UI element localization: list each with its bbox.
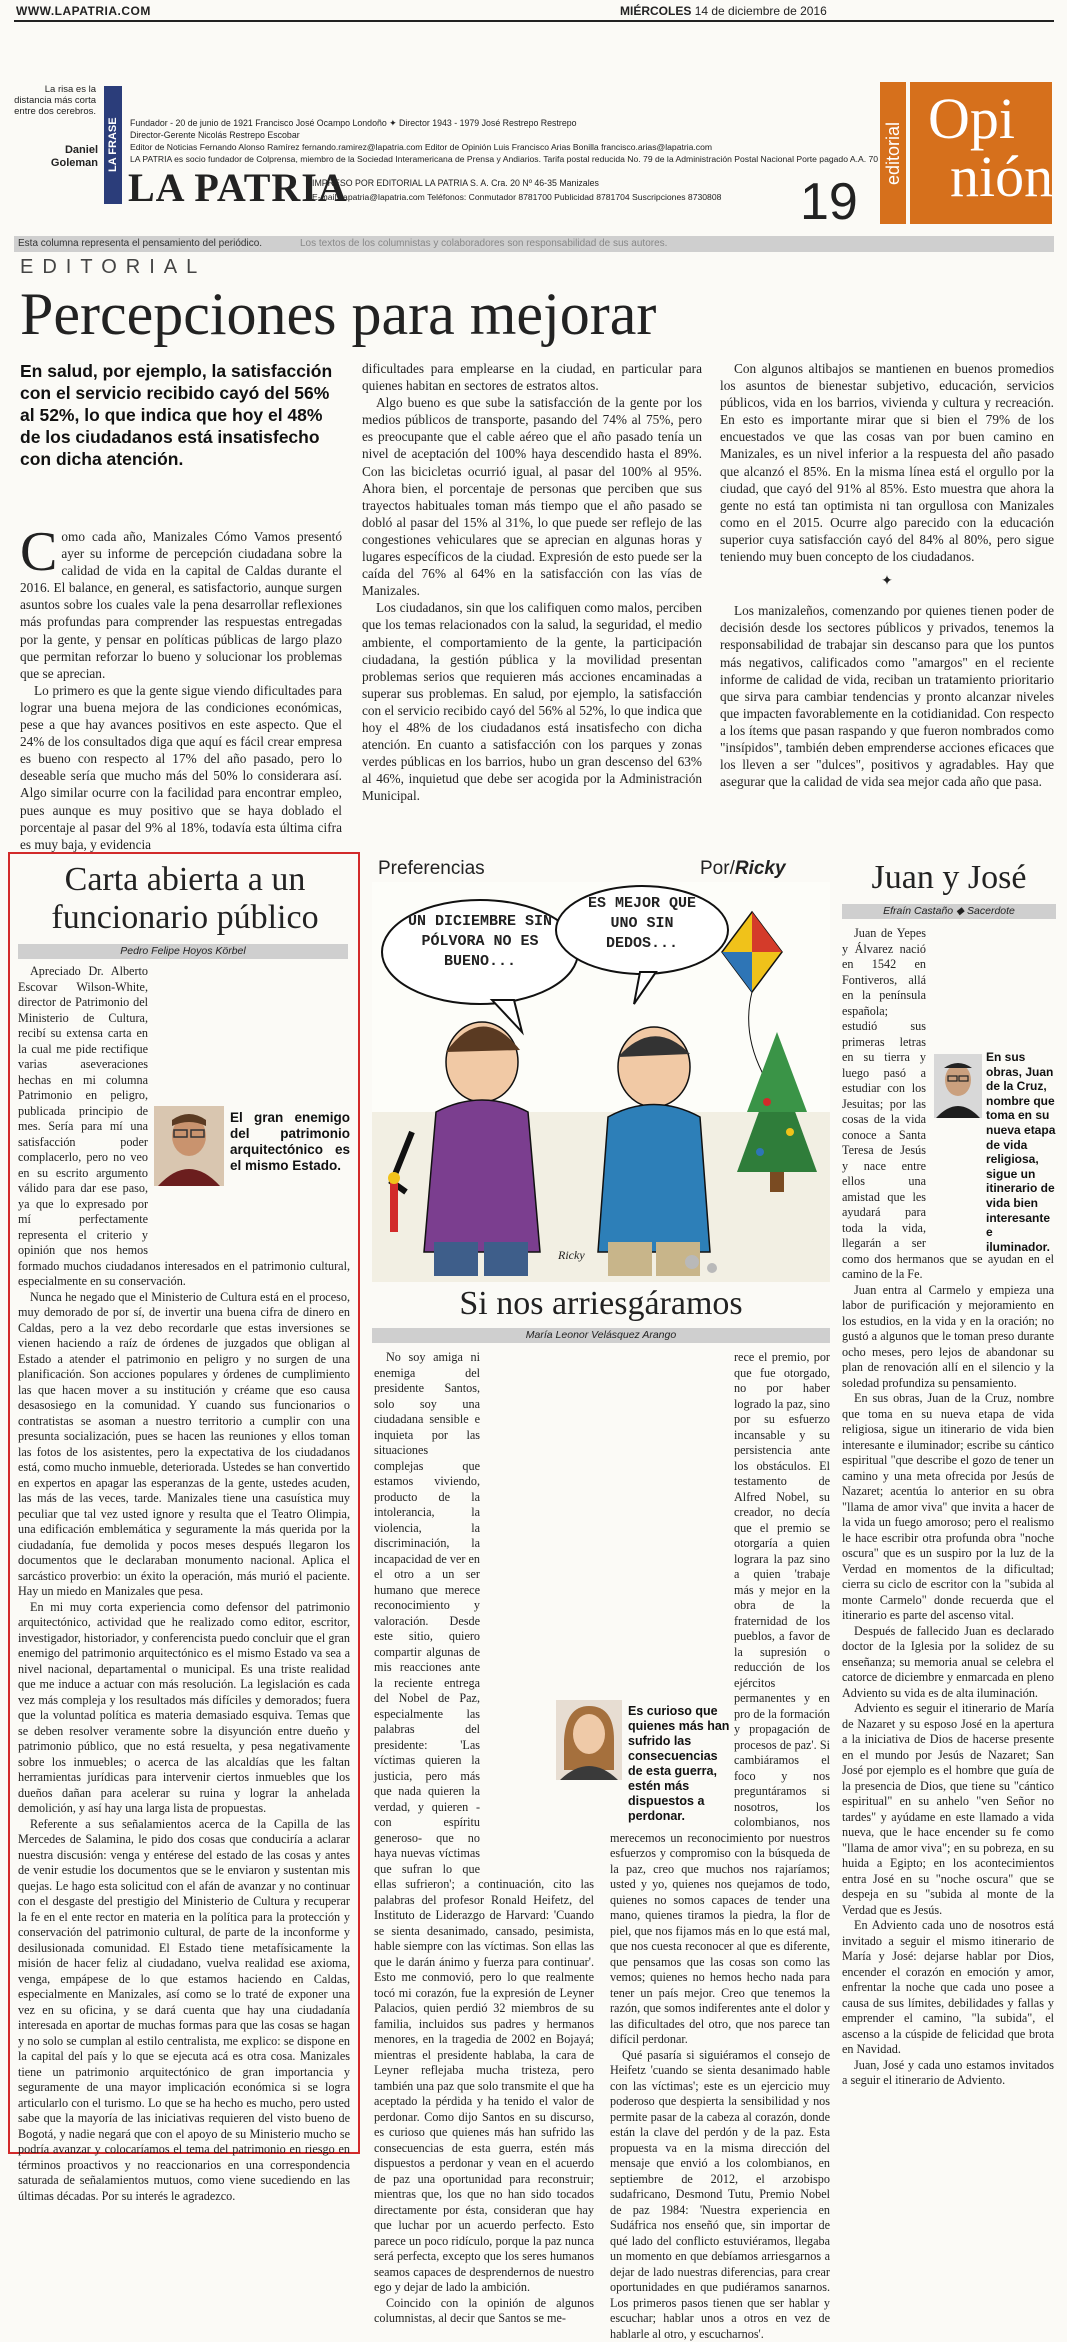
carta-p2: Nunca he negado que el Ministerio de Cultura está en el proceso, muy demorado de por sí, de invertir una buena cifra de dinero en Caldas, pero a la vez debo recordarle que estas inversiones se vienen haciendo a raíz de órdenes de juzgados que obligan al Estado a atender el patrimonio en peligro y no surgen de una planificación. Son acciones populares y órdenes de cumplimiento las que hacen mover a su institución y créame que eso causa desasosiego en la comunidad. Y cuando sus funcionarios o contratistas se asoman a nuestro territorio a cumplir con una presunta socialización, pues se hacen las reuniones y ellos toman las fotos de los asistentes, pero la expectativa de los ciudadanos está, como mucho inmueble, deteriorada. Ustedes se han convertido en expertos en apagar las esperanzas de la gente, ustedes acuden, las más de las veces, tarde. Manizales tiene una casuística muy peculiar que tal vez usted ignore y resulta que el Teatro Olimpia, una edificación emblemática y seguramente la más querida por la ciudadanía, fue demolida y pocos meses después llegaron los documentos que le declaraban monumento nacional. Aplica el sarcástico proverbio: un éxito la operación, más murió el paciente. Hay un miedo en Manizales que pesa. xyxy=(18,1290,350,1600)
cartoon-panel xyxy=(372,882,830,1282)
carta-p4: Referente a sus señalamientos acerca de la Capilla de las Mercedes de Salamina, le pido dos cosas que conduciría a aclarar nuestra discusión: venga y entérese del estado de las cosas y antes de venir estudie los documentos que se le enviaron y sustentan mis quejas. Le hago esta solicitud con el afán de avanzar y no continuar con el desgaste del prestigio del Ministerio de Cultura y recuperar la fe en el ente rector en materia en la política para la protección y conservación del patrimonio cultural, de parte de la inconforme y desilusionada comunidad. El Estado tiene metafísicamente la misión de hacer feliz al ciudadano, vuelva realidad ese axioma, venga, empápese de lo que estamos haciendo en Caldas, especialmente en Manizales, así como se lo traté de exponer una vez en su oficina, y se dará cuenta que hay una ciudadanía interesada en aportar de muchas formas para que las cosas se hagan y no solo se cumplan al estilo centralista, me explico: se dispone en la capital del país y lo que se ejecuta acá es otra cosa. Manizales tiene un patrimonio arquitectónico de gran importancia y seguramente de una mayor implicación económica si se logra articularlo con el turismo. Lo que se ha hecho es mucho, pero usted sabe que la mayoría de las iniciativas requieren del visto bueno de Bogotá, y nadie negará que con el apoyo de su Ministerio mucho se podría avanzar y colocaríamos el tema del patrimonio en riesgo en términos proactivos y no reaccionarios en una correspondencia saturada de señalamientos mutuos, como viene sucediendo en las últimas décadas. Por su interés le agradezco. xyxy=(18,1817,350,2205)
cartoon-signature: Ricky xyxy=(558,1248,585,1263)
carta-photo-block xyxy=(154,1106,350,1252)
juan-p1: Juan de Yepes y Álvarez nació en 1542 en Fontiveros, allá en la península española; estudió sus primeras letras en su tierra y luego pasó a estudiar con los Jesuitas; por las cosas de la vida conoce a Santa Teresa de Jesús y nace entre ellos una amistad que les ayudará para toda la vida, llegarán a ser como dos hermanos que se ayudan en el camino de la Fe. xyxy=(842,926,1054,1283)
site-url[interactable]: WWW.LAPATRIA.COM xyxy=(16,4,151,18)
disclaimer-right: Los textos de los columnistas y colaboradores son responsabilidad de sus autores. xyxy=(300,238,667,249)
editorial-p2: Lo primero es que la gente sigue viendo dificultades para lograr una buena mejora de las condiciones económicas, pese a que hay avances positivos en este aspecto. Que el 24% de los consultados diga que aquí es fácil crear empresa es bueno con respecto al 17% del año pasado, pero lo deseable sería que mucho más del 50% lo considerara así. Algo similar ocurre con la facilidad para encontrar empleo, pues aunque es muy positivo que se haya doblado el porcentaje al pasar del 9% al 18%, todavía esta última cifra es muy baja, y evidencia xyxy=(20,682,342,853)
juan-p6: En Adviento cada uno de nosotros está invitado a seguir el mismo itinerario de María y José: dejarse hablar por Dios, encender el corazón en emoción y amor, enfrentar la noche que cada uno posee a causa de sus límites, debilidades y fallas y emprender el camino, "la subida", el ascenso a la cúspide de felicidad que brota en Navidad. xyxy=(842,1918,1054,2058)
editorial-p7: Los manizaleños, comenzando por quienes tienen poder de decisión desde los sectores públicos y privados, tenemos la responsabilidad de trabajar sin descanso para que los puntos más negativos, calificados como "amargos" en el reciente informe de calidad de vida, reciban un tratamiento prioritario que sirva para cambiar tendencias y pronto alcanzar niveles que impacten favorablemente en la cotidianidad. Con respecto a los ítems que pasan raspando y que fueron nombrados como "insípidos", también deben emprenderse acciones eficaces que los lleven a ser "dulces", positivos y agradables. Hay que asegurar que la calidad de vida sea mejor cada año que pasa. xyxy=(720,602,1054,790)
date-day: MIÉRCOLES xyxy=(620,4,691,18)
dropcap: C xyxy=(20,530,57,574)
editorial-p1: omo cada año, Manizales Cómo Vamos presentó ayer su informe de percepción ciudadana sobre la calidad de vida en la capital de Caldas durante el 2016. El balance, en general, es satisfactorio, aunque surgen asuntos sobre los cuales vale la pena desarrollar reflexiones más profundas para comprender las respuestas entregadas por la gente, y pensar en políticas públicas de largo plazo que permitan reforzar lo bueno y solucionar los problemas que se aprecian. xyxy=(20,529,342,681)
carta-pull-quote: El gran enemigo del patrimonio arquitectónico es el mismo Estado. xyxy=(230,1110,350,1174)
date-rest: 14 de diciembre de 2016 xyxy=(695,4,827,18)
carta-p1: Apreciado Dr. Alberto Escovar Wilson-White, director de Patrimonio del Ministerio de Cultura, recibí su extensa carta en la cual me pide rectifique varias aseveraciones hechas en mi columna Patrimonio en peligro, publicada principio de mes. Sería para mí una satisfacción poder complacerlo, pero no veo en su escrito argumento válido para dar ese paso, ya que lo expresado por mí perfectamente representa el criterio y opinión que nos hemos formado muchos ciudadanos interesados en el patrimonio cultural, especialmente en su conservación. xyxy=(18,964,350,1290)
section-opinion xyxy=(910,82,1052,224)
juan-p2: Juan entra al Carmelo y empieza una labor de purificación y mejoramiento en los estudios, en la vida y en la oración; no gustó a algunos que le toman preso durante ocho meses, pero lejos de abandonar su plan de renovación allí en el silencio y la soledad profundiza su pensamiento. xyxy=(842,1283,1054,1392)
carta-body xyxy=(18,964,350,2144)
edition-date xyxy=(620,4,827,18)
juan-pull-quote: En sus obras, Juan de la Cruz, nombre que toma en su nueva etapa de vida religiosa, sigue un itinerario de vida bien interesante e iluminador. xyxy=(986,1050,1056,1254)
editorial-column-2 xyxy=(362,360,702,854)
carta-p3: En mi muy corta experiencia como defensor del patrimonio arquitectónico, actividad que he realizado como editor, escritor, investigador, historiador, y conferencista puedo concluir que el gran enemigo del patrimonio arquitectónico es el mismo Estado va sea a nivel nacional, departamental o municipal. Es una triste realidad que me induce a actuar con más resolución. La legislación es cada vez más compleja y los resultados más difíciles y demorados; fuera que la voluntad política es materia demasiado esquiva. Temas que se deben resolver veramente sobre la disyunción entre dueño y patrimonio público, que no está resuelta, y pesa negativamente sobre los inmuebles; o acerca de las alcaldías que les faltan herramientas jurídicas para intervenir ciertos inmuebles que los dueños dañan para acelerar su ruina y lograr la anhelada demolición, y así hay una larga lista de propuestas. xyxy=(18,1600,350,1817)
opinion-line-2: nión xyxy=(910,148,1052,206)
editorial-p4: Algo bueno es que sube la satisfacción de la gente por los medios públicos de transporte, pasando del 74% al 75%, pero es preocupante que el cable aéreo que el año pasado tenía un nivel de aceptación del 100% haya descendido hasta el 89%. Con las bicicletas ocurrió igual, al pasar del 100% al 95%. Ahora bien, el porcentaje de personas que perciben que sus trayectos habituales toman más tiempo que el año pasado se dobló al pasar del 15% al 31%, lo que puede ser reflejo de las congestiones vehiculares que se aprecian en algunas horas y lugares específicos de la ciudad. Expresión de esto puede ser la caída del 76% al 64% en la satisfacción con las vías de Manizales. xyxy=(362,394,702,599)
editorial-p3: dificultades para emplearse en la ciudad, en particular para quienes habitan en sectores de estratos altos. xyxy=(362,360,702,394)
arriesgaramos-author: María Leonor Velásquez Arango xyxy=(372,1328,830,1343)
editor-line: Editor de Noticias Fernando Alonso Ramírez fernando.ramirez@lapatria.com Editor de Opinión Luis Francisco Arias Bonilla francisco.arias@lapatria.com xyxy=(130,142,720,152)
cartoon-bubble-1: UN DICIEMBRE SIN PÓLVORA NO ES BUENO... xyxy=(400,912,560,972)
section-editorial: editorial xyxy=(880,82,906,224)
arriesgaramos-title: Si nos arriesgáramos xyxy=(372,1284,830,1324)
juan-p3: En sus obras, Juan de la Cruz, nombre que toma en su nueva etapa de vida religiosa, sigue un itinerario de vida bien interesante e iluminador; escribe su cántico espiritual "que describe el gozo de tener un camino y una meta ofrecida por Jesús de Nazaret; acentúa lo anterior en su obra "llama de amor viva" que invita a hacer de la vida un fuego amoroso; pero el realismo le hace escribir otra profunda obra "noche oscura" que es un suspiro por la luz de la Verdad en momentos de la dificultad; cierra su ciclo de escritor con la "subida al monte Carmelo" donde recuerda que el itinerario es parte del ascenso vital. xyxy=(842,1391,1054,1624)
editorial-column-3 xyxy=(720,360,1054,854)
founder-line: Fundador - 20 de junio de 1921 Francisco José Ocampo Londoño ✦ Director 1943 - 1979 José Restrepo Restrepo xyxy=(130,118,720,129)
editorial-kicker: EDITORIAL xyxy=(20,256,206,279)
carta-author: Pedro Felipe Hoyos Körbel xyxy=(18,944,348,959)
cartoon-byline xyxy=(700,858,786,880)
frase-text: La risa es la distancia más corta entre dos cerebros. xyxy=(14,84,96,117)
cartoon-byline-name: Ricky xyxy=(735,858,786,879)
member-line: LA PATRIA es socio fundador de Colprensa, miembro de la Sociedad Interamericana de Prensa y Andiarios. Tarifa postal reducida No. 79 de la Administración Postal Nacional Porte pagado A.A. 70 xyxy=(130,154,720,164)
portrait-icon xyxy=(934,1054,982,1118)
arriesgaramos-pull-quote: Es curioso que quienes más han sufrido las consecuencias de esta guerra, estén más dispuestos a perdonar. xyxy=(628,1704,732,1824)
editorial-p6: Con algunos altibajos se mantienen en buenos promedios los asuntos de bienestar subjetivo, educación, servicios públicos, vida en los barrios, vivienda y cultura y recreación. En esto es importante mirar que si bien el 79% de los encuestados ve que las cosas van por buen camino en Manizales, es un nivel inferior a la respuesta del año pasado que alcanzó el 85%. En la misma línea está el orgullo por la ciudad, que cayó del 91% al 85%. Esto muestra que ahora la gente no está tan optimista ni tan orgullosa con Manizales como en el 2015. Ocurre algo parecido con la educación superior cuya satisfacción cayó del 84% al 80%, pero sigue teniendo muy buen concepto de los ciudadanos. xyxy=(720,360,1054,565)
opinion-line-1: Opi xyxy=(910,82,1052,148)
juan-p7: Juan, José y cada uno estamos invitados a seguir el itinerario de Adviento. xyxy=(842,2058,1054,2089)
editorial-column-1 xyxy=(20,528,342,854)
disclaimer-left: Esta columna representa el pensamiento del periódico. xyxy=(18,238,262,249)
carta-author-photo xyxy=(154,1106,224,1186)
arriesgaramos-p2: rece el premio, por que fue otorgado, no por haber logrado la paz, sino por su esfuerzo incansable y su persistencia ante los obstáculos. El testamento de Alfred Nobel, su creador, no decía que el premio se otorgaría a quien lograra la paz sino a quien 'trabaje más y mejor en la obra de la fraternidad de los pueblos, a favor de la supresión o reducción de los ejércitos permanentes y en pro de la formación y propagación de procesos de paz'. Si cambiáramos el foco y nos preguntáramos si nosotros, los colombianos, nos merecemos un reconocimiento por nuestros esfuerzos y compromiso con la búsqueda de la paz, creo que muchos nos rajaríamos; usted y yo, quienes nos quejamos de todo, quienes no somos capaces de tender una mano, quienes tiramos la piedra, la flor de piel, que nos fijamos más en lo que está mal, que nos cuesta reconocer al que es diferente, que pensamos que las cosas son como las vemos; quienes no hemos hecho nada para tener un país mejor. Creo que tenemos la razón, que somos indiferentes ante el dolor y las dificultades del otro, que nos parece tan difícil perdonar. xyxy=(610,1350,830,2048)
arriesgaramos-wrap-space xyxy=(610,1698,728,1820)
portrait-icon xyxy=(154,1106,224,1186)
top-rule xyxy=(14,20,1054,22)
newspaper-logo: LA PATRIA xyxy=(128,168,348,208)
frase-tag: LA FRASE xyxy=(104,86,122,204)
impreso-line: IMPRESO POR EDITORIAL LA PATRIA S. A. Cra. 20 Nº 46-35 Manizales xyxy=(312,178,599,188)
arriesgaramos-p3: Qué pasaría si siguiéramos el consejo de Heifetz 'cuando se sienta desanimado hable con las víctimas'; este es un ejercicio muy poderoso que despierta la sensibilidad y nos permite pasar de la cabeza al corazón, donde están la clave del perdón y de la paz. Esta propuesta va en la misma dirección del mensaje que envió a los colombianos, en septiembre de 2012, el arzobispo sudafricano, Desmond Tutu, Premio Nobel de paz 1984: 'Nuestra experiencia en Sudáfrica nos enseñó que, sin importar de qué lado del conflicto estuviéramos, llegaba un momento en que debíamos arriesgarnos a dejar de lado nuestras diferencias, para crear oportunidades en que pudiéramos sanarnos. Los primeros pasos tienen que ser hablar y escuchar; hablar unos a otros en vez de hablarle al otro, y escucharnos'. xyxy=(610,2048,830,2342)
editorial-headline: Percepciones para mejorar xyxy=(20,280,656,348)
carta-title-1: Carta abierta a un xyxy=(20,860,350,900)
carta-title-2: funcionario público xyxy=(20,898,350,938)
arriesgaramos-p1-end: Coincido con la opinión de algunos columnistas, al decir que Santos se me- xyxy=(374,2296,594,2327)
page-number: 19 xyxy=(800,176,858,228)
cartoon-byline-prefix: Por/ xyxy=(700,858,735,879)
cartoon-bubble-2: ES MEJOR QUE UNO SIN DEDOS... xyxy=(570,894,714,954)
cartoon-title: Preferencias xyxy=(378,858,485,880)
separator-icon: ✦ xyxy=(720,573,1054,590)
contact-line: E-mail: lapatria@lapatria.com Teléfonos: Conmutador 8781700 Publicidad 8781704 Suscripciones 8730808 xyxy=(312,192,721,202)
juan-title: Juan y José xyxy=(842,858,1056,898)
juan-author: Efraín Castaño ◆ Sacerdote xyxy=(842,904,1056,919)
frase-author: Daniel Goleman xyxy=(40,144,98,170)
arriesgaramos-p1: No soy amiga ni enemiga del presidente Santos, solo soy una ciudadana sensible e inquieta por las situaciones complejas que estamos viviendo, producto de la intolerancia, la violencia, la discriminación, la incapacidad de ver en el otro a un ser humano que merece reconocimiento y valoración. Desde este sitio, quiero compartir algunas de mis reacciones ante la reciente entrega del Nobel de Paz, especialmente las palabras del presidente: 'Las víctimas quieren la justicia, pero más que nada quieren la verdad, y quieren -con espíritu generoso- que no haya nuevas víctimas que sufran lo que ellas sufrieron'; a continuación, cito las palabras del profesor Ronald Heifetz, del Instituto de Liderazgo de Harvard: 'Cuando se sienta desanimado, cansado, pesimista, hable siempre con las víctimas. Son ellas las que le darán ánimo y fuerza para continuar'. Esto me conmovió, pero lo que realmente tocó mi corazón, fue la expresión de Leyner Palacios, quien perdió 32 miembros de su familia, incluidos sus padres y hermanos menores, en la tragedia de 2002 en Bojayá; mientras el presidente hablaba, la cara de Leyner reflejaba mucha tristeza, pero también una paz que solo transmite el que ha aceptado la pérdida y ha tenido el valor de perdonar. Como dijo Santos en su discurso, es curioso que quienes más han sufrido las consecuencias de esta guerra, estén más dispuestos a perdonar y vean en el acuerdo de paz una oportunidad para reconstruir; mientras que, los que no han sido tocados directamente por ésta, consideran que hay que luchar por un acuerdo perfecto. Esto parece un poco ridículo, porque la paz nunca será perfecta, excepto que los seres humanos seamos capaces de desprendernos de nuestro ego y dejar de lado la ambición. xyxy=(374,1350,594,2296)
editorial-p5: Los ciudadanos, sin que los califiquen como malos, perciben que los temas relacionados con la salud, la seguridad, el medio ambiente, el comportamiento de la gente, la participación ciudadana, la gestión pública y la movilidad presentan problemas serios que requieren más acciones encaminadas a superar sus problemas. En salud, por ejemplo, la satisfacción con el servicio recibido cayó del 56% al 52%, lo que indica que hoy el 48% de los ciudadanos está insatisfecho con dicha atención. En cuanto a satisfacción con los parques y zonas verdes públicas en los barrios, hubo un gran descenso del 63% al 46%, inquietud que debe ser acogida por la Administración Municipal. xyxy=(362,599,702,804)
arriesgaramos-column-2 xyxy=(610,1350,830,2150)
juan-p5: Adviento es seguir el itinerario de María de Nazaret y su esposo José en la apertura a la iniciativa de Dios de hacerse presente en el mundo por Jesús de Nazaret; San José por ejemplo es el hombre que guía de la presencia de Dios, que tiene su "cántico espiritual" en su anhelo "ven Señor no tardes" y ayúdame en este llamado a vida nueva, que le hace encender su fe como "llama de amor viva"; en su pobreza, en su huida a Egipto; en los acontecimientos entra José en su "noche oscura" que se despeja en su "subida al monte de la Verdad que es Jesús. xyxy=(842,1701,1054,1918)
juan-author-photo xyxy=(934,1054,982,1118)
editorial-lede: En salud, por ejemplo, la satisfacción con el servicio recibido cayó del 56% al 52%, lo que indica que hoy el 48% de los ciudadanos está insatisfecho con dicha atención. xyxy=(20,360,340,470)
director-line: Director-Gerente Nicolás Restrepo Escobar xyxy=(130,130,720,140)
juan-p4: Después de fallecido Juan es declarado doctor de la Iglesia por la solidez de su enseñanza; su memoria anual se celebra el catorce de diciembre y enmarcada en pleno Adviento su vida es de alta iluminación. xyxy=(842,1624,1054,1702)
